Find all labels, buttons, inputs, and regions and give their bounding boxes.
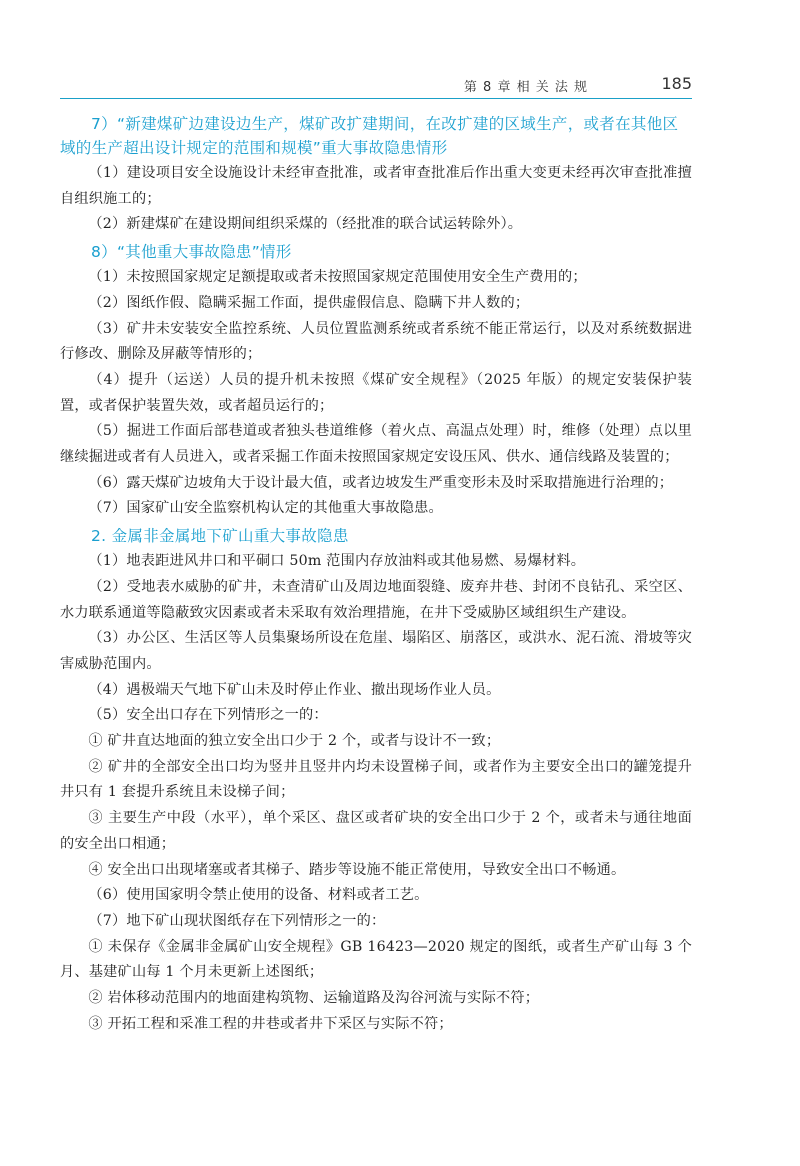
paragraph: （1）建设项目安全设施设计未经审查批准，或者审查批准后作出重大变更未经再次审查批准擅自组织施工的； [60,165,692,207]
paragraph: ② 矿井的全部安全出口均为竖井且竖井内均未设置梯子间，或者作为主要安全出口的罐笼提升井只有 1 套提升系统且未设梯子间； [60,758,692,801]
page-number: 185 [661,74,692,93]
paragraph: （2）新建煤矿在建设期间组织采煤的（经批准的联合试运转除外）。 [88,216,523,233]
paragraph: （5）掘进工作面后部巷道或者独头巷道维修（着火点、高温点处理）时，维修（处理）点以里继续掘进或者有人员进入，或者采掘工作面未按照国家规定安设压风、供水、通信线路及装置的； [60,423,692,466]
paragraph: ③ 主要生产中段（水平），单个采区、盘区或者矿块的安全出口少于 2 个，或者未与通往地面的安全出口相通； [60,810,692,852]
chapter-title: 第 8 章 相 关 法 规 [463,80,588,95]
page-header [60,74,692,98]
paragraph: ① 矿井直达地面的独立安全出口少于 2 个，或者与设计不一致； [88,733,501,750]
paragraph: （7）地下矿山现状图纸存在下列情形之一的： [88,912,386,929]
section-heading-8: 8）“其他重大事故隐患”情形 [91,243,292,262]
paragraph: （1）地表距进风井口和平硐口 50m 范围内存放油料或其他易燃、易爆材料。 [88,553,586,570]
paragraph: ④ 安全出口出现堵塞或者其梯子、踏步等设施不能正常使用，导致安全出口不畅通。 [88,861,626,878]
paragraph: （2）图纸作假、隐瞒采掘工作面，提供虚假信息、隐瞒下井人数的； [88,294,530,311]
paragraph: （3）矿井未安装安全监控系统、人员位置监测系统或者系统不能正常运行，以及对系统数据进行修改、删除及屏蔽等情形的； [60,320,692,363]
paragraph: ③ 开拓工程和采准工程的井巷或者井下采区与实际不符； [88,1015,453,1032]
section-heading-7: 7）“新建煤矿边建设边生产，煤矿改扩建期间，在改扩建的区域生产，或者在其他区域的生产超出设计规定的范围和规模”重大事故隐患情形 [60,115,679,157]
page-body [60,112,692,1038]
paragraph: （4）遇极端天气地下矿山未及时停止作业、撤出现场作业人员。 [88,681,501,698]
paragraph: ② 岩体移动范围内的地面建构筑物、运输道路及沟谷河流与实际不符； [88,990,540,1007]
paragraph: （1）未按照国家规定足额提取或者未按照国家规定范围使用安全生产费用的； [88,269,587,286]
paragraph: ① 未保存《金属非金属矿山安全规程》GB 16423—2020 规定的图纸，或者生产矿山每 3 个月、基建矿山每 1 个月未更新上述图纸； [60,938,692,981]
paragraph: （2）受地表水威胁的矿井，未查清矿山及周边地面裂缝、废弃井巷、封闭不良钻孔、采空区、水力联系通道等隐蔽致灾因素或者未采取有效治理措施，在井下受威胁区域组织生产建设。 [60,578,692,621]
paragraph: （3）办公区、生活区等人员集聚场所设在危崖、塌陷区、崩落区，或洪水、泥石流、滑坡等灾害威胁范围内。 [60,630,692,672]
paragraph: （6）使用国家明令禁止使用的设备、材料或者工艺。 [88,887,429,904]
paragraph: （6）露天煤矿边坡角大于设计最大值，或者边坡发生严重变形未及时采取措施进行治理的； [88,474,674,491]
paragraph: （4）提升（运送）人员的提升机未按照《煤矿安全规程》（2025 年版）的规定安装保护装置，或者保护装置失效，或者超员运行的； [60,371,692,414]
paragraph: （7）国家矿山安全监察机构认定的其他重大事故隐患。 [88,500,443,517]
section-heading-2: 2. 金属非金属地下矿山重大事故隐患 [91,527,349,546]
header-divider [60,98,692,99]
paragraph: （5）安全出口存在下列情形之一的： [88,707,328,724]
